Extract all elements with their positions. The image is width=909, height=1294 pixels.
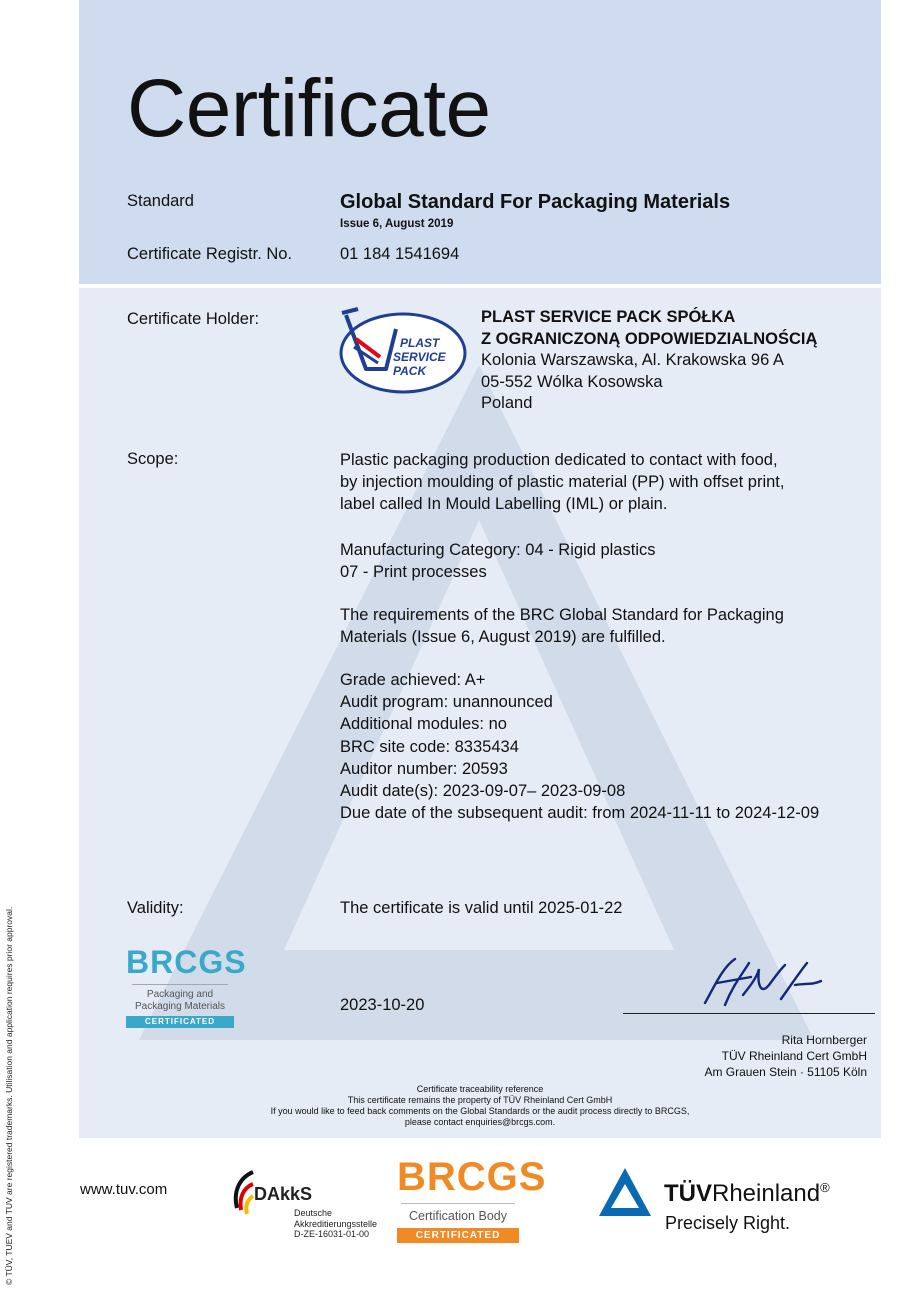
registration-label: Certificate Registr. No. xyxy=(127,245,293,263)
brcgs-sub-line: Certification Body xyxy=(409,1209,507,1223)
registration-number: 01 184 1541694 xyxy=(340,245,460,263)
site-code-line: BRC site code: 8335434 xyxy=(340,737,519,756)
grade-line: Grade achieved: A+ xyxy=(340,671,486,689)
tuv-slogan: Precisely Right. xyxy=(665,1213,791,1233)
signature-icon xyxy=(695,955,830,1011)
brcgs-badge-divider xyxy=(401,1203,515,1204)
brcgs-wordmark: BRCGS xyxy=(126,944,247,980)
holder-name-line1: PLAST SERVICE PACK SPÓŁKA xyxy=(481,308,736,326)
signer-name: Rita Hornberger xyxy=(781,1033,867,1047)
traceability-footnote xyxy=(79,1084,881,1128)
next-audit-line: Due date of the subsequent audit: from 2024-11-11 to 2024-12-09 xyxy=(340,804,820,823)
signature-line xyxy=(623,1013,875,1014)
brcgs-certificated-bar: CERTIFICATED xyxy=(397,1228,519,1243)
dakks-line: Akkreditierungsstelle xyxy=(294,1218,378,1229)
scope-line: Plastic packaging production dedicated to contact with food, xyxy=(340,451,778,469)
dakks-details xyxy=(294,1208,377,1240)
scope-line: label called In Mould Labelling (IML) or plain. xyxy=(340,495,668,514)
registered-mark: ® xyxy=(820,1180,830,1195)
logo-word-service: SERVICE xyxy=(393,350,446,364)
standard-label: Standard xyxy=(127,192,194,210)
dakks-eagle-icon xyxy=(231,1168,255,1220)
footnote-line: If you would like to feed back comments on the Global Standards or the audit process directly to BRCGS, xyxy=(270,1106,690,1116)
brcgs-sub-line: Packaging Materials xyxy=(134,1001,226,1012)
signer-address: Am Grauen Stein · 51105 Köln xyxy=(704,1065,867,1079)
signer-company: TÜV Rheinland Cert GmbH xyxy=(721,1049,867,1063)
holder-label: Certificate Holder: xyxy=(127,310,260,328)
requirements-line: The requirements of the BRC Global Standard for Packaging xyxy=(340,606,784,624)
validity-text: The certificate is valid until 2025-01-22 xyxy=(340,899,623,917)
tuv-brand-rest: Rheinland xyxy=(712,1180,821,1207)
auditor-number-line: Auditor number: 20593 xyxy=(340,759,508,778)
requirements-line: Materials (Issue 6, August 2019) are fulfilled. xyxy=(340,628,666,647)
standard-name: Global Standard For Packaging Materials xyxy=(340,191,731,213)
dakks-line: D-ZE-16031-01-00 xyxy=(294,1229,370,1239)
holder-name-line2: Z OGRANICZONĄ ODPOWIEDZIALNOŚCIĄ xyxy=(481,329,818,348)
audit-program-line: Audit program: unannounced xyxy=(340,693,553,712)
logo-word-plast: PLAST xyxy=(400,336,440,350)
audit-dates-line: Audit date(s): 2023-09-07– 2023-09-08 xyxy=(340,782,626,801)
tuv-triangle-icon xyxy=(597,1166,653,1218)
brcgs-certificated-bar: CERTIFICATED xyxy=(126,1016,234,1028)
brcgs-badge-divider xyxy=(132,984,228,985)
tuv-website-link[interactable]: www.tuv.com xyxy=(80,1181,168,1198)
trademark-notice: © TÜV, TUEV and TUV are registered trademarks. Utilisation and application requires prior approval. xyxy=(4,906,14,1285)
page-title: Certificate xyxy=(127,63,491,154)
brcgs-packaging-badge xyxy=(126,944,247,1028)
holder-address-line: Kolonia Warszawska, Al. Krakowska 96 A xyxy=(481,351,784,369)
scope-categories xyxy=(340,539,655,583)
category-line: 07 - Print processes xyxy=(340,563,487,582)
validity-label: Validity: xyxy=(127,899,184,917)
signer-block xyxy=(704,1032,867,1080)
holder-address-line: 05-552 Wólka Kosowska xyxy=(481,372,663,391)
footnote-line: Certificate traceability reference xyxy=(416,1084,544,1094)
brcgs-certification-body-badge xyxy=(397,1155,547,1243)
holder-details xyxy=(481,307,817,415)
tuv-brand-bold: TÜV xyxy=(664,1180,712,1207)
brcgs-wordmark: BRCGS xyxy=(397,1155,547,1199)
scope-requirements xyxy=(340,604,784,648)
category-line: Manufacturing Category: 04 - Rigid plastics xyxy=(340,541,656,559)
issue-date: 2023-10-20 xyxy=(340,996,425,1014)
scope-label: Scope: xyxy=(127,450,179,468)
standard-issue: Issue 6, August 2019 xyxy=(340,218,454,230)
tuv-rheinland-wordmark xyxy=(664,1180,830,1208)
dakks-wordmark: DAkkS xyxy=(254,1184,313,1204)
audit-details xyxy=(340,669,819,824)
logo-word-pack: PACK xyxy=(393,364,427,378)
scope-line: by injection moulding of plastic material (PP) with offset print, xyxy=(340,473,785,492)
holder-address-line: Poland xyxy=(481,394,533,412)
scope-description xyxy=(340,449,784,516)
plast-service-pack-logo xyxy=(338,307,468,395)
footnote-line: This certificate remains the property of TÜV Rheinland Cert GmbH xyxy=(347,1095,613,1105)
dakks-line: Deutsche xyxy=(294,1208,333,1218)
brcgs-sub-line: Packaging and xyxy=(146,989,214,1000)
footnote-line: please contact enquiries@brcgs.com. xyxy=(404,1117,556,1127)
modules-line: Additional modules: no xyxy=(340,715,507,734)
